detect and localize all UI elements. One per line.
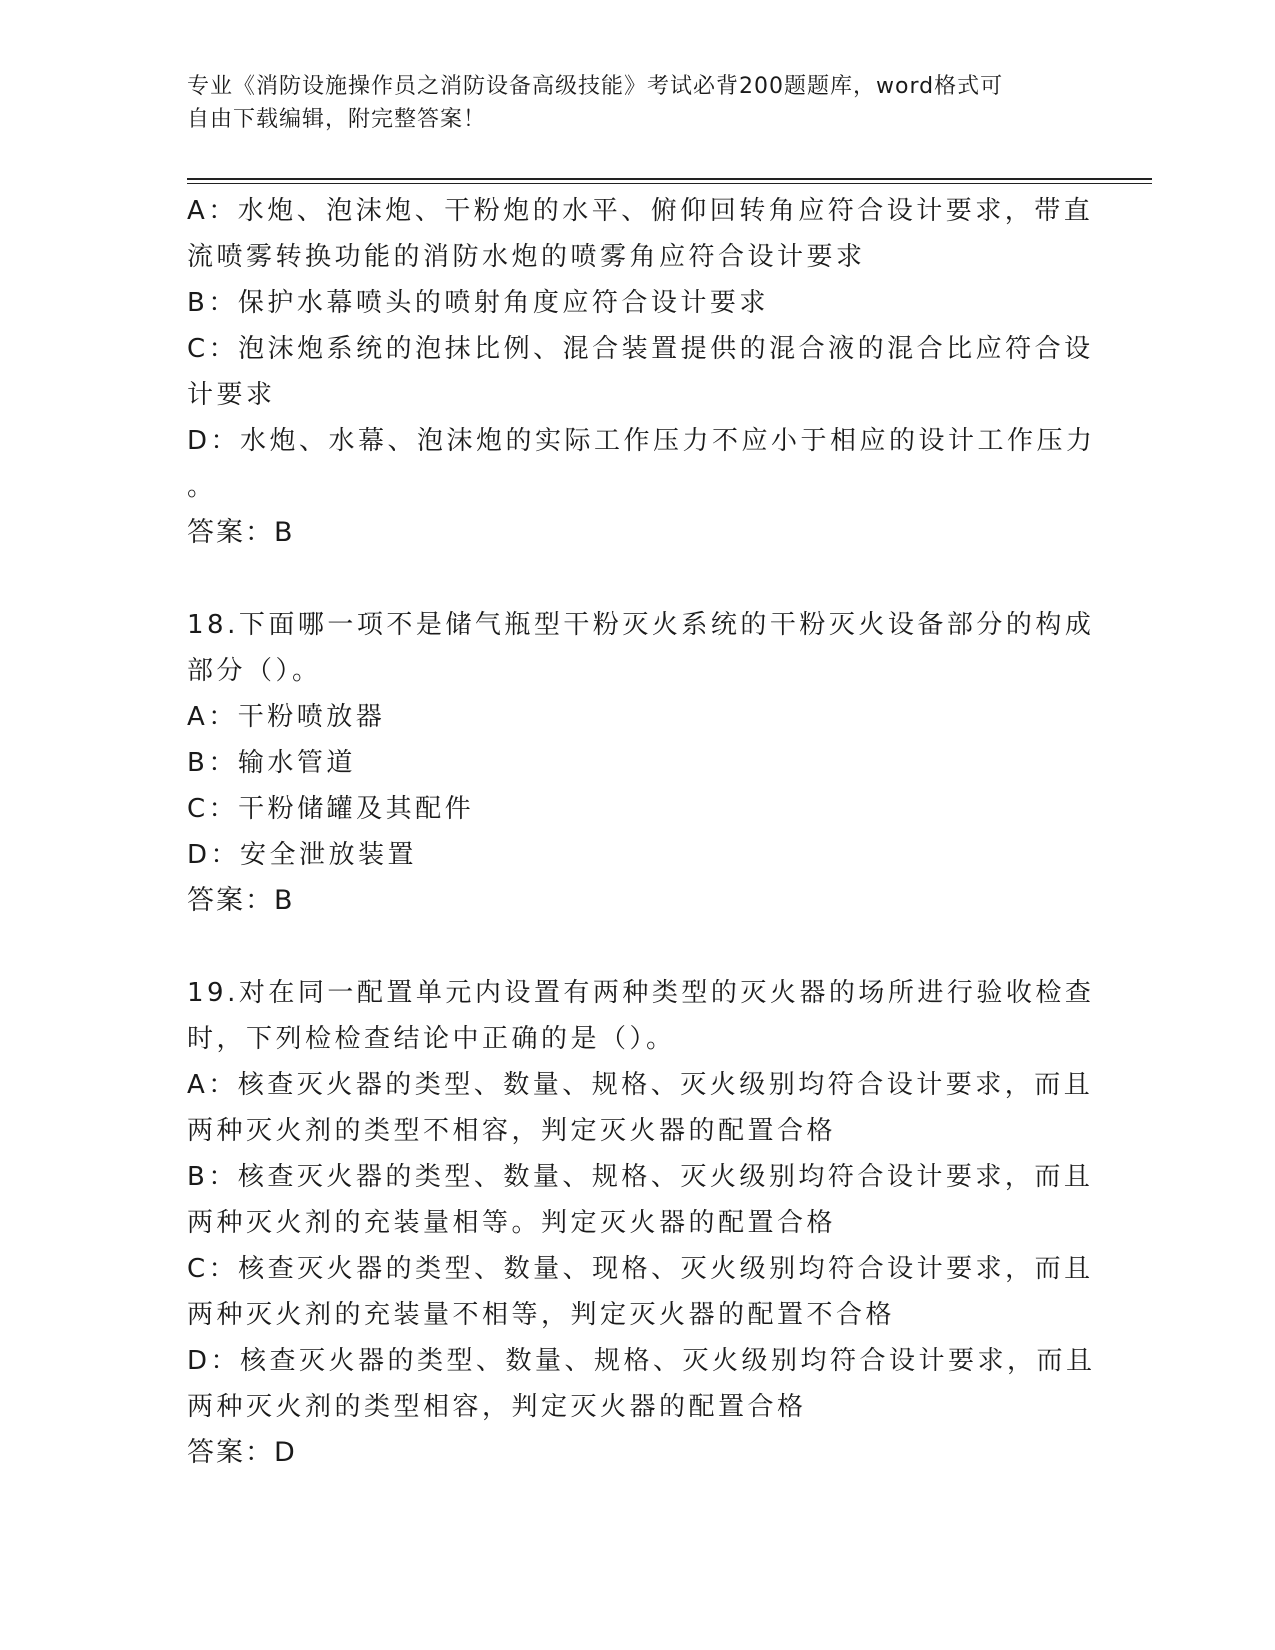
document-header bbox=[187, 70, 1067, 136]
option-d: D：安全泄放装置 bbox=[187, 840, 418, 870]
question-19 bbox=[187, 970, 1096, 1476]
option-c: C：泡沫炮系统的泡抹比例、混合装置提供的混合液的混合比应符合设 bbox=[187, 334, 1094, 364]
option-a-continued: 流喷雾转换功能的消防水炮的喷雾角应符合设计要求 bbox=[187, 242, 866, 272]
answer: 答案：B bbox=[187, 885, 295, 916]
answer: 答案：B bbox=[187, 517, 295, 548]
header-rule-thick bbox=[187, 178, 1152, 180]
question-17 bbox=[187, 188, 1096, 556]
option-a: A：水炮、泡沫炮、干粉炮的水平、俯仰回转角应符合设计要求，带直 bbox=[187, 196, 1094, 226]
question-stem: 18.下面哪一项不是储气瓶型干粉灭火系统的干粉灭火设备部分的构成 bbox=[187, 610, 1095, 640]
header-line-1: 专业《消防设施操作员之消防设备高级技能》考试必背200题题库，word格式可 bbox=[187, 74, 1004, 99]
spacer bbox=[187, 556, 1087, 602]
answer: 答案：D bbox=[187, 1437, 297, 1468]
question-stem-continued: 时，下列检检查结论中正确的是（）。 bbox=[187, 1024, 676, 1054]
header-rule-thin bbox=[187, 183, 1152, 184]
question-18 bbox=[187, 602, 1095, 924]
header-line-2: 自由下载编辑，附完整答案！ bbox=[187, 107, 487, 132]
option-b: B：输水管道 bbox=[187, 748, 356, 778]
option-c-continued: 两种灭火剂的充装量不相等，判定灭火器的配置不合格 bbox=[187, 1300, 896, 1330]
option-c: C：核查灭火器的类型、数量、现格、灭火级别均符合设计要求，而且 bbox=[187, 1254, 1094, 1284]
option-d: D：核查灭火器的类型、数量、规格、灭火级别均符合设计要求，而且 bbox=[187, 1346, 1096, 1376]
question-stem: 19.对在同一配置单元内设置有两种类型的灭火器的场所进行验收检查 bbox=[187, 978, 1095, 1008]
option-a: A：干粉喷放器 bbox=[187, 702, 386, 732]
option-c-continued: 计要求 bbox=[187, 380, 276, 410]
option-d-continued: 两种灭火剂的类型相容，判定灭火器的配置合格 bbox=[187, 1392, 807, 1422]
option-b: B：保护水幕喷头的喷射角度应符合设计要求 bbox=[187, 288, 769, 318]
question-stem-continued: 部分（）。 bbox=[187, 656, 322, 686]
option-b-continued: 两种灭火剂的充装量相等。判定灭火器的配置合格 bbox=[187, 1208, 837, 1238]
option-a-continued: 两种灭火剂的类型不相容，判定灭火器的配置合格 bbox=[187, 1116, 837, 1146]
spacer bbox=[187, 924, 1087, 970]
option-a: A：核查灭火器的类型、数量、规格、灭火级别均符合设计要求，而且 bbox=[187, 1070, 1094, 1100]
question-list bbox=[187, 188, 1096, 1476]
option-c: C：干粉储罐及其配件 bbox=[187, 794, 475, 824]
option-b: B：核查灭火器的类型、数量、规格、灭火级别均符合设计要求，而且 bbox=[187, 1162, 1094, 1192]
option-d-continued: 。 bbox=[187, 472, 217, 502]
option-d: D：水炮、水幕、泡沫炮的实际工作压力不应小于相应的设计工作压力 bbox=[187, 426, 1096, 456]
